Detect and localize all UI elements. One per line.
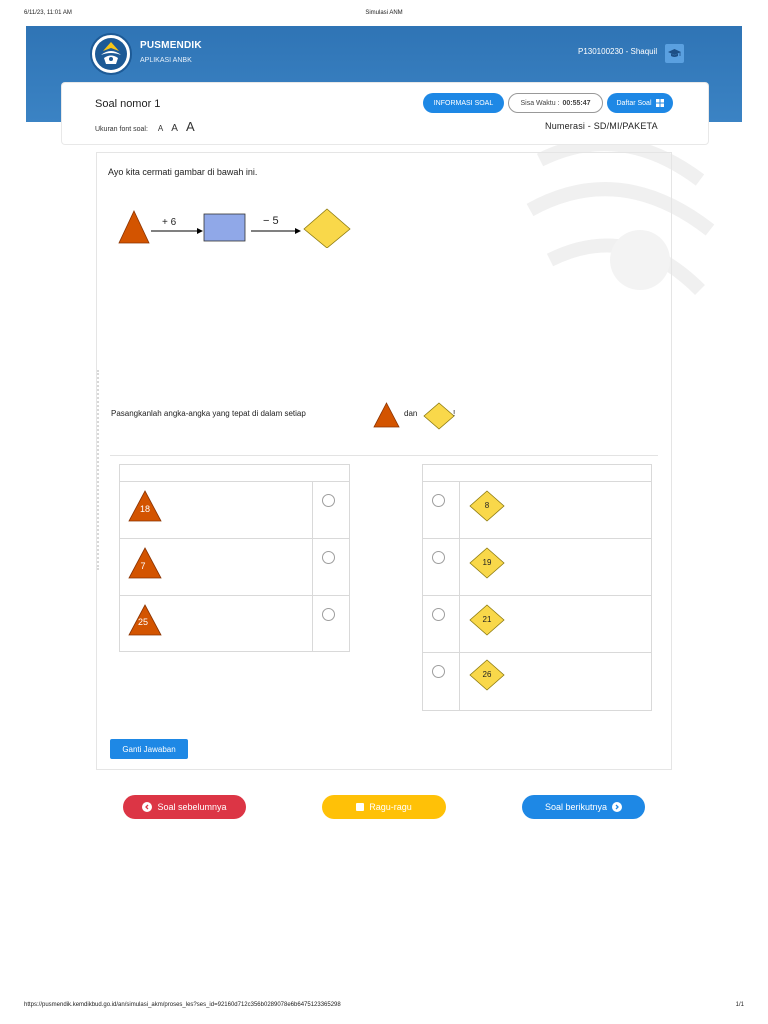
tut-wuri-logo-icon: [90, 33, 132, 75]
checkbox-icon[interactable]: [356, 803, 364, 811]
doubt-label: Ragu-ragu: [369, 802, 412, 812]
change-answer-button[interactable]: Ganti Jawaban: [110, 739, 188, 759]
next-question-label: Soal berikutnya: [544, 802, 608, 812]
operation-figure: [117, 208, 353, 248]
user-label: P130100230 - Shaquil: [578, 47, 658, 56]
instruction-text-1: Pasangkanlah angka-angka yang tepat di dalam setiap: [111, 409, 306, 418]
right-item-value: 26: [482, 670, 492, 679]
question-list-label: Daftar Soal: [616, 99, 652, 107]
print-header: [0, 10, 768, 22]
instruction-diamond-icon: [423, 402, 455, 430]
left-item-value: 25: [137, 617, 148, 627]
right-item-radio[interactable]: [432, 665, 445, 678]
left-item-radio[interactable]: [322, 494, 335, 507]
previous-question-button[interactable]: [123, 795, 246, 819]
question-category: Numerasi - SD/MI/PAKETA: [545, 121, 658, 131]
brand-title: PUSMENDIK: [140, 40, 202, 51]
right-item-radio[interactable]: [432, 494, 445, 507]
question-intro: Ayo kita cermati gambar di bawah ini.: [108, 167, 258, 177]
brand-subtitle: APLIKASI ANBK: [140, 57, 192, 64]
grid-icon: [656, 99, 664, 107]
chevron-right-icon: [612, 802, 622, 812]
right-item-value: 19: [482, 558, 492, 567]
left-item-row[interactable]: [120, 539, 349, 596]
right-item-value: 21: [482, 615, 492, 624]
print-url: https://pusmendik.kemdikbud.go.id/an/simulasi_akm/proses_les?ses_id=92160d712c356b0289078e6b6475123365298: [24, 1002, 341, 1008]
right-item-radio[interactable]: [432, 551, 445, 564]
right-item-radio[interactable]: [432, 608, 445, 621]
print-date: 6/11/23, 11:01 AM: [24, 10, 72, 16]
diamond-shape: [304, 209, 350, 248]
left-table-header: [120, 465, 349, 482]
question-header-card: [62, 83, 708, 144]
panel-scroll-indicator: [97, 370, 99, 570]
font-size-medium-button[interactable]: A: [171, 123, 178, 134]
right-item-row[interactable]: [423, 596, 651, 653]
left-item-row[interactable]: [120, 596, 349, 653]
left-item-value: 18: [139, 504, 150, 514]
operation-plus-six: + 6: [162, 217, 177, 228]
print-title: Simulasi ANM: [365, 10, 403, 16]
print-page: 1/1: [735, 1002, 744, 1008]
operation-minus-five: − 5: [263, 215, 279, 227]
timer-label: Sisa Waktu :: [520, 99, 560, 107]
triangle-shape: [119, 211, 149, 243]
rectangle-shape: [204, 214, 245, 241]
left-item-radio[interactable]: [322, 608, 335, 621]
left-item-radio[interactable]: [322, 551, 335, 564]
font-size-small-button[interactable]: A: [157, 124, 164, 133]
timer-value: 00:55:47: [562, 99, 591, 107]
timer-badge: [508, 93, 603, 113]
instruction-text-2: dan: [404, 409, 418, 418]
instruction-text-3: !: [453, 409, 456, 418]
previous-question-label: Soal sebelumnya: [157, 802, 227, 812]
question-number-title: Soal nomor 1: [95, 98, 161, 110]
right-item-row[interactable]: [423, 482, 651, 539]
right-table-header: [423, 465, 651, 482]
right-matching-table: [422, 464, 652, 711]
graduation-cap-icon[interactable]: [665, 44, 684, 63]
font-size-large-button[interactable]: A: [185, 119, 195, 134]
left-item-row[interactable]: [120, 482, 349, 539]
matching-instruction: [111, 409, 306, 418]
left-item-value: 7: [140, 561, 146, 571]
instruction-triangle-icon: [373, 402, 400, 428]
section-divider: [110, 455, 658, 456]
question-list-button[interactable]: [607, 93, 673, 113]
right-item-row[interactable]: [423, 539, 651, 596]
right-item-row[interactable]: [423, 653, 651, 710]
font-size-controls: [95, 119, 195, 134]
chevron-left-icon: [142, 802, 152, 812]
next-question-button[interactable]: [522, 795, 645, 819]
font-size-label: Ukuran font soal:: [95, 126, 148, 133]
info-question-button[interactable]: INFORMASI SOAL: [423, 93, 504, 113]
right-item-value: 8: [484, 501, 490, 510]
doubt-button[interactable]: [322, 795, 446, 819]
left-matching-table: [119, 464, 350, 652]
